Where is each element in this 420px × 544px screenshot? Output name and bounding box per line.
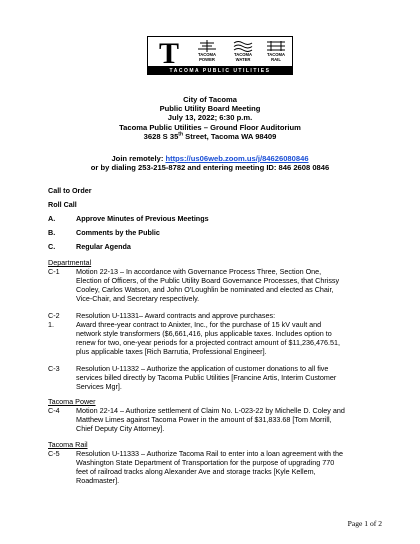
meeting-header	[0, 95, 420, 141]
utility-power: TACOMA POWER	[192, 39, 222, 66]
item-c2-number: C-2	[48, 311, 60, 320]
item-c4: Motion 22-14 – Authorize settlement of Claim No. L-023-22 by Michelle D. Coley and Matthew Limes against Tacoma Power in the amount of $31,833.68 [Tom Morrill, Chief Deputy City Attorney].	[76, 406, 345, 433]
zoom-link[interactable]: https://us06web.zoom.us/j/84626080846	[165, 154, 309, 163]
tacoma-t-logo-icon	[151, 39, 187, 66]
rail-tracks-icon	[266, 40, 286, 52]
header-meeting: Public Utility Board Meeting	[159, 104, 261, 114]
section-departmental: Departmental	[48, 258, 92, 267]
header-venue: Tacoma Public Utilities – Ground Floor Auditorium	[119, 122, 301, 132]
item-c1-number: C-1	[48, 267, 60, 276]
logo-band: TACOMA PUBLIC UTILITIES	[147, 67, 293, 75]
item-c1: Motion 22-13 – In accordance with Governance Process Three, Section One, Election of Officers, of the Public Utility Board Governance Processes, that Chrissy Cooley, Carlos Watson, and John O'Loughlin be nominated and elected as Chair, Vice-Chair, and Secretary respectively.	[76, 267, 340, 303]
item-c3: Resolution U-11332 – Authorize the application of customer donations to all five services billed directly by Tacoma Public Utilities [Francine Artis, Interim Customer Services Mgr].	[76, 364, 337, 391]
item-c5: Resolution U-11333 – Authorize Tacoma Rail to enter into a loan agreement with the Washington State Department of Transportation for the purpose of upgrading 770 feet of railroad tracks along Alexander Ave and storage tracks [Kyle Kellem, Roadmaster].	[76, 449, 344, 485]
utility-rail: TACOMA RAIL	[261, 39, 291, 66]
item-c2-sub-number: 1.	[48, 320, 54, 329]
item-b-text: Comments by the Public	[76, 228, 160, 237]
item-c2-detail: Award three-year contract to Anixter, Inc., for the purchase of 15 kV vault and network style transformers ($6,661,416, plus applicable taxes. Includes option to renew for two, one-year periods for a projected contract amount of $11,236,476.51, plus applicable taxes [Rich Barrutia, Professional Engineer].	[76, 320, 340, 356]
item-c-letter: C.	[48, 242, 56, 251]
item-c5-number: C-5	[48, 449, 60, 458]
join-remote-line: Join remotely: https://us06web.zoom.us/j/84626080846	[111, 154, 309, 163]
header-address: 3628 S 35th Street, Tacoma WA 98409	[143, 131, 277, 141]
item-a-letter: A.	[48, 214, 56, 223]
svg-text:T: T	[158, 39, 180, 66]
tacoma-public-utilities-logo	[147, 36, 293, 75]
item-c-text: Regular Agenda	[76, 242, 131, 251]
item-c4-number: C-4	[48, 406, 60, 415]
header-city: City of Tacoma	[183, 95, 237, 104]
item-a-text: Approve Minutes of Previous Meetings	[76, 214, 209, 223]
water-waves-icon	[233, 40, 253, 52]
power-lines-icon	[197, 40, 217, 52]
item-c2-title: Resolution U-11331– Award contracts and approve purchases:	[76, 311, 276, 320]
join-dial-line: or by dialing 253-215-8782 and entering meeting ID: 846 2608 0846	[90, 163, 330, 173]
utility-water: TACOMA WATER	[228, 39, 258, 66]
call-to-order: Call to Order	[48, 186, 92, 195]
item-c3-number: C-3	[48, 364, 60, 373]
section-tacoma-power: Tacoma Power	[48, 397, 96, 406]
section-tacoma-rail: Tacoma Rail	[48, 440, 88, 449]
logo-frame	[147, 36, 293, 67]
item-b-letter: B.	[48, 228, 56, 237]
join-info	[0, 154, 420, 172]
roll-call: Roll Call	[48, 200, 77, 209]
header-date: July 13, 2022; 6:30 p.m.	[167, 113, 253, 123]
page-number: Page 1 of 2	[347, 519, 382, 528]
